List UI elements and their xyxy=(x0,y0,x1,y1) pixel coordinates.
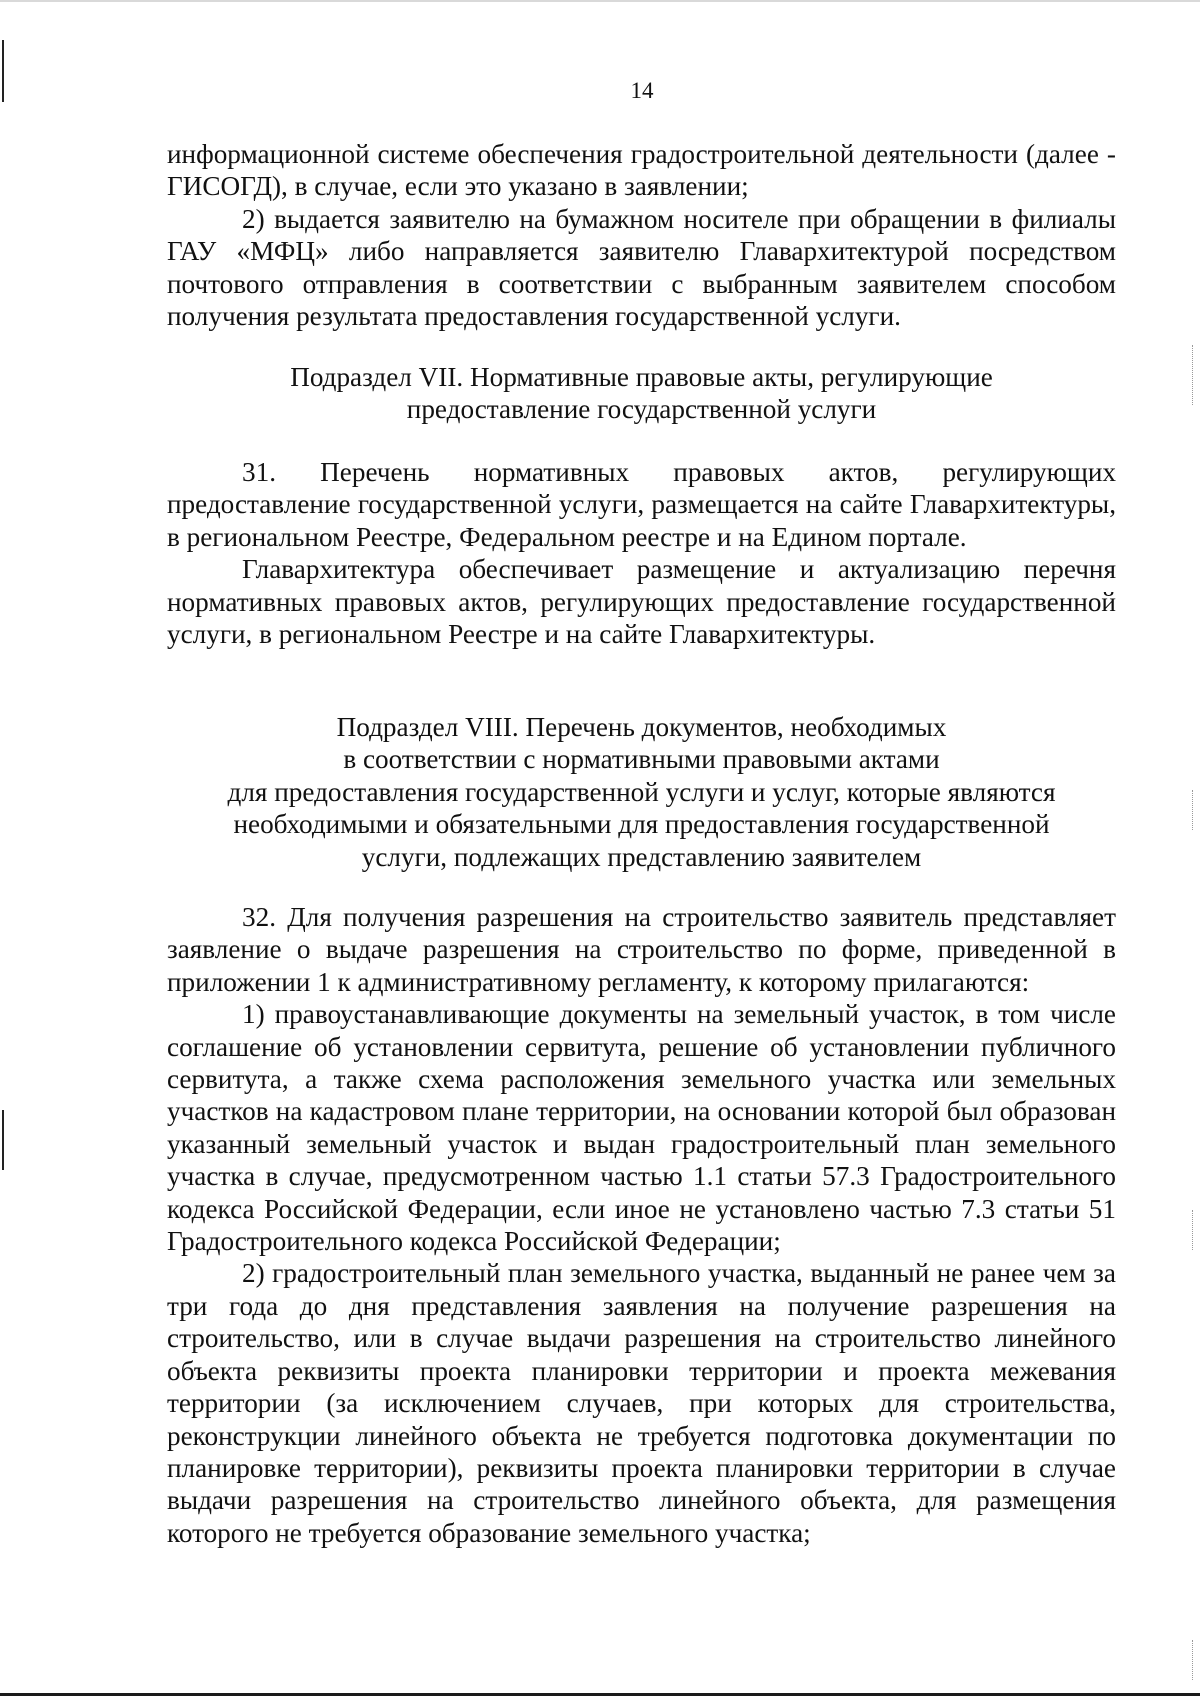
scan-right-mark xyxy=(1192,345,1196,405)
subsection-8-heading xyxy=(167,711,1116,873)
scan-bottom-edge xyxy=(0,1693,1200,1696)
page-number: 14 xyxy=(630,78,654,103)
heading-line: для предоставления государственной услуги и услуг, которые являются xyxy=(227,776,1056,807)
heading-line: в соответствии с нормативными правовыми актами xyxy=(343,744,940,775)
list-item-1: 1) правоустанавливающие документы на земельный участок, в том числе соглашение об установлении сервитута, решение об установлении публичного сервитута, а также схема расположения земельного участка или земельных участков на кадастровом плане территории, на основании которой был образован указанный земельный участок и выдан градостроительный план земельного участка в случае, предусмотренном частью 1.1 статьи 57.3 Градостроительного кодекса Российской Федерации, если иное не установлено частью 7.3 статьи 51 Градостроительного кодекса Российской Федерации; xyxy=(167,999,1116,1257)
scan-top-edge xyxy=(0,0,1200,2)
subsection-7-heading xyxy=(167,361,1116,426)
paragraph-gisogd: информационной системе обеспечения градостроительной деятельности (далее - ГИСОГД), в случае, если это указано в заявлении; xyxy=(167,139,1116,202)
scan-left-mark xyxy=(2,1110,4,1170)
heading-line: услуги, подлежащих представлению заявителем xyxy=(361,841,922,872)
paragraph-32: 32. Для получения разрешения на строительство заявитель представляет заявление о выдаче разрешения на строительство по форме, приведенной в приложении 1 к административному регламенту, к которому прилагаются: xyxy=(167,902,1116,997)
paragraph-item-2-paper: 2) выдается заявителю на бумажном носителе при обращении в филиалы ГАУ «МФЦ» либо направляется заявителю Главархитектурой посредством почтового отправления в соответствии с выбранным заявителем способом получения результата предоставления государственной услуги. xyxy=(167,203,1116,332)
section-32-text-block xyxy=(167,901,1116,1549)
heading-line: предоставление государственной услуги xyxy=(406,394,877,425)
scan-right-mark xyxy=(1192,1640,1196,1680)
paragraph-31: 31. Перечень нормативных правовых актов, регулирующих предоставление государственной услуги, размещается на сайте Главархитектуры, в региональном Реестре, Федеральном реестре и на Едином портале. xyxy=(167,457,1116,552)
section-31-text-block xyxy=(167,456,1116,650)
intro-text-block xyxy=(167,138,1116,332)
scan-right-mark xyxy=(1192,790,1196,830)
paragraph-glavarkhitektura: Главархитектура обеспечивает размещение и актуализацию перечня нормативных правовых актов, регулирующих предоставление государственной услуги, в региональном Реестре и на сайте Главархитектуры. xyxy=(167,554,1116,650)
list-item-2: 2) градостроительный план земельного участка, выданный не ранее чем за три года до дня представления заявления на получение разрешения на строительство, или в случае выдачи разрешения на строительство линейного объекта реквизиты проекта планировки территории и проекта межевания территории (за исключением случаев, при которых для строительства, реконструкции линейного объекта не требуется подготовка документации по планировке территории), реквизиты проекта планировки территории в случае выдачи разрешения на строительство линейного объекта, для размещения которого не требуется образование земельного участка; xyxy=(167,1258,1116,1548)
heading-line: Подраздел VII. Нормативные правовые акты, регулирующие xyxy=(290,362,993,392)
scan-right-mark xyxy=(1192,1210,1196,1250)
heading-line: Подраздел VIII. Перечень документов, необходимых xyxy=(336,712,947,742)
heading-line: необходимыми и обязательными для предоставления государственной xyxy=(233,809,1050,840)
